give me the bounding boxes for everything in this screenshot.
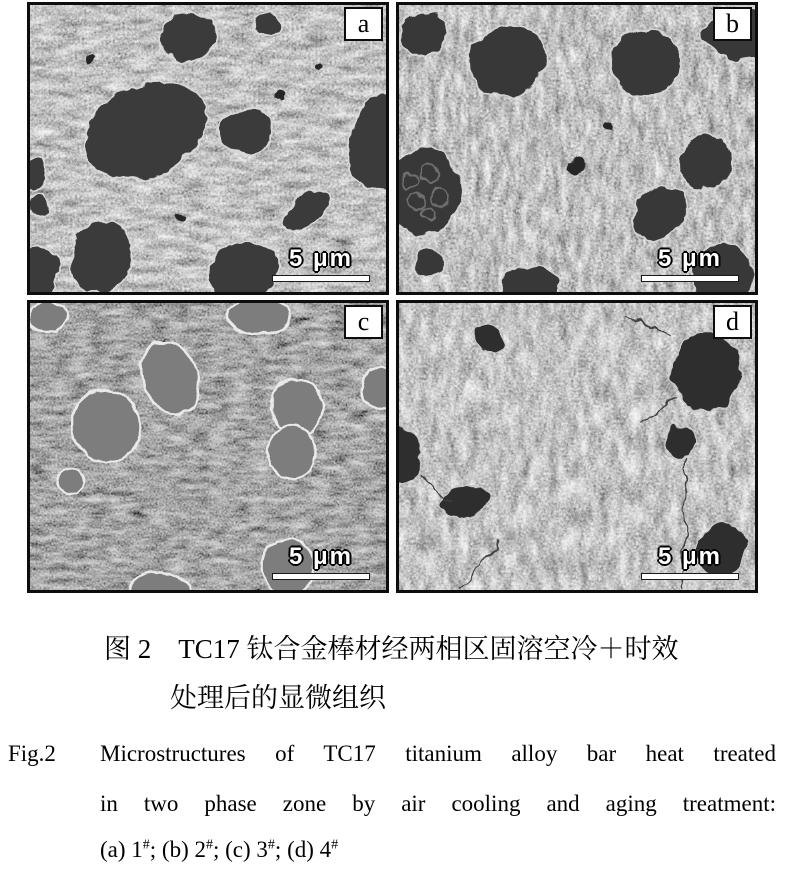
panel-letter: c	[357, 307, 370, 336]
panel-label-d	[713, 305, 752, 339]
scale-bar-line	[272, 573, 370, 580]
scale-bar-d	[641, 545, 739, 580]
caption-english-figure-label: Fig.2	[8, 741, 56, 766]
sample-ref-c: (c) 3#;	[225, 837, 288, 862]
caption-english-line3	[100, 836, 776, 864]
micrograph-panel-c	[27, 300, 389, 593]
panel-label-b	[713, 7, 752, 41]
sample-ref-d: (d) 4#	[287, 837, 339, 862]
panel-letter: d	[726, 307, 739, 336]
scale-bar-text: 5 μm	[657, 245, 723, 272]
caption-chinese-line1: 图 2 TC17 钛合金棒材经两相区固溶空冷＋时效	[104, 634, 679, 664]
micrograph-panel-a	[27, 2, 389, 295]
scale-bar-a	[272, 247, 370, 282]
caption-english-line1: Microstructures of TC17 titanium alloy bar heat treated	[100, 741, 776, 766]
panel-letter: b	[726, 9, 739, 38]
scale-bar-text: 5 μm	[657, 543, 723, 570]
scale-bar-b	[641, 247, 739, 282]
sample-ref-b: (b) 2#;	[161, 837, 226, 862]
scale-bar-line	[641, 573, 739, 580]
sample-ref-a: (a) 1#;	[100, 837, 162, 862]
caption-chinese-line2: 处理后的显微组织	[170, 683, 386, 713]
scale-bar-c	[272, 545, 370, 580]
panel-letter: a	[357, 9, 370, 38]
scale-bar-line	[272, 275, 370, 282]
superscript-hash: #	[267, 837, 275, 853]
panel-label-a	[344, 7, 383, 41]
panel-label-c	[344, 305, 383, 339]
micrograph-grid	[27, 2, 758, 593]
scale-bar-text: 5 μm	[288, 543, 354, 570]
scale-bar-line	[641, 275, 739, 282]
scale-bar-text: 5 μm	[288, 245, 354, 272]
micrograph-panel-d	[396, 300, 758, 593]
caption-english-line2: in two phase zone by air cooling and aging treatment:	[100, 791, 776, 816]
micrograph-panel-b	[396, 2, 758, 295]
superscript-hash: #	[142, 837, 150, 853]
superscript-hash: #	[206, 837, 213, 853]
superscript-hash: #	[331, 837, 339, 853]
